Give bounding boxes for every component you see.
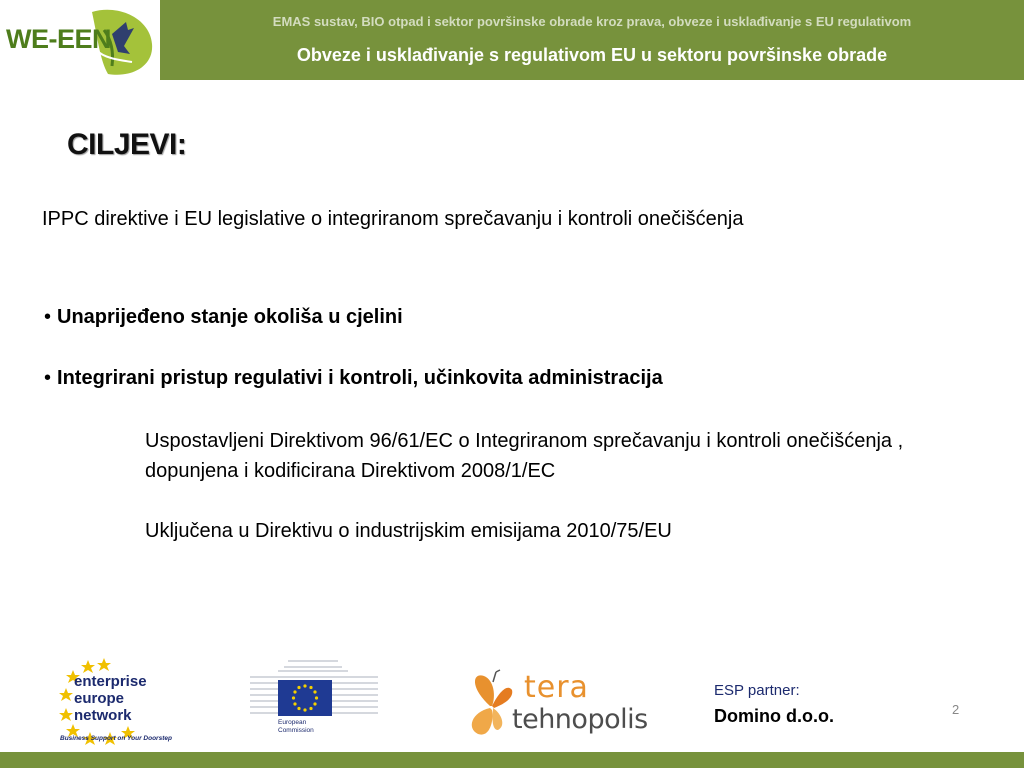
- bullet-dot: •: [44, 367, 52, 389]
- page-title: CILJEVI:: [67, 128, 187, 161]
- bullet-dot: •: [44, 306, 52, 328]
- we-een-logo: [0, 0, 160, 80]
- indented-paragraph: Uključena u Direktivu o industrijskim emisijama 2010/75/EU: [145, 520, 672, 542]
- esp-partner-name: Domino d.o.o.: [714, 706, 834, 726]
- slide-header: [0, 0, 1024, 80]
- een-logo-text: [74, 673, 147, 724]
- european-commission-logo: [248, 656, 380, 746]
- een-line: network: [74, 707, 132, 724]
- ec-line: European: [278, 719, 307, 726]
- header-subtitle: EMAS sustav, BIO otpad i sektor površinske obrade kroz prava, obveze i usklađivanje s EU regulativom: [272, 14, 912, 29]
- tera-logo-text: tera: [524, 670, 589, 705]
- logo-text: WE-EEN: [6, 24, 111, 54]
- indented-paragraph: Uspostavljeni Direktivom 96/61/EC o Integriranom sprečavanju i kontroli onečišćenja , dopunjena i kodificirana Direktivom 2008/1/EC: [145, 430, 904, 482]
- esp-partner-label: ESP partner:: [714, 682, 800, 699]
- tehnopolis-logo-text: tehnopolis: [512, 704, 648, 735]
- bullet-item: [44, 367, 663, 390]
- een-tagline: Business Support on Your Doorstep: [60, 735, 172, 742]
- page-number: 2: [952, 702, 960, 717]
- footer-bar: [0, 752, 1024, 768]
- ec-logo-text: [278, 719, 314, 735]
- header-title: Obveze i usklađivanje s regulativom EU u sektoru površinske obrade: [296, 45, 888, 65]
- een-line: enterprise: [74, 673, 147, 690]
- intro-text: IPPC direktive i EU legislative o integriranom sprečavanju i kontroli onečišćenja: [42, 208, 744, 230]
- header-bar: [160, 0, 1024, 80]
- bullet-text: Integrirani pristup regulativi i kontroli, učinkovita administracija: [57, 367, 663, 389]
- een-line: europe: [74, 690, 125, 707]
- bullet-item: [44, 306, 403, 329]
- ec-line: Commission: [278, 727, 314, 734]
- bullet-text: Unaprijeđeno stanje okoliša u cjelini: [57, 306, 403, 328]
